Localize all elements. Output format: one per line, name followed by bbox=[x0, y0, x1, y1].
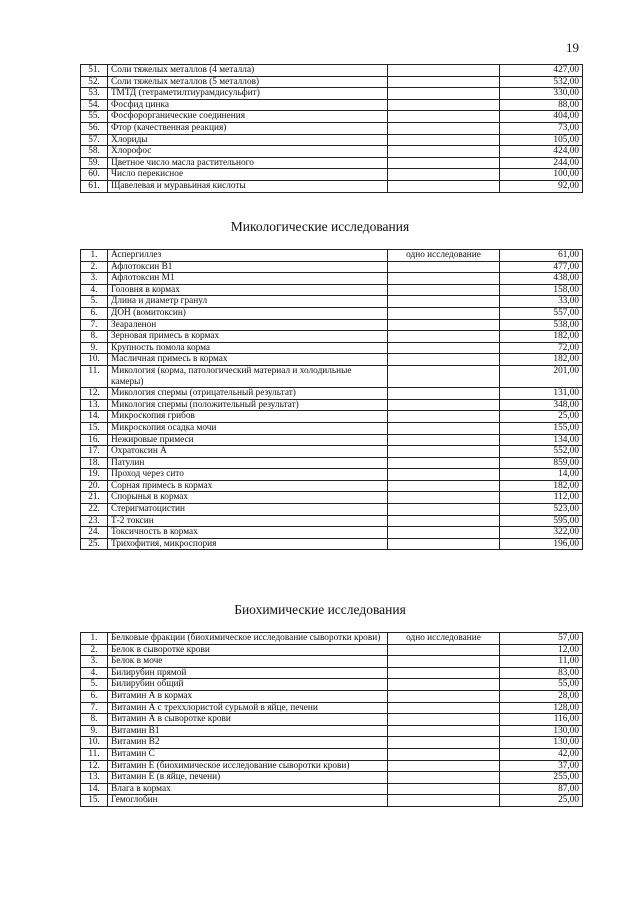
row-number: 17. bbox=[81, 446, 108, 458]
service-name: Крупность помола корма bbox=[108, 342, 388, 354]
service-name: Витамин А в кормах bbox=[108, 690, 388, 702]
row-number: 61. bbox=[81, 180, 108, 192]
service-name: Микология спермы (положительный результат) bbox=[108, 399, 388, 411]
row-number: 3. bbox=[81, 656, 108, 668]
price-table-biochemistry bbox=[80, 632, 583, 807]
row-number: 60. bbox=[81, 169, 108, 181]
row-number: 14. bbox=[81, 411, 108, 423]
row-number: 22. bbox=[81, 504, 108, 516]
table-row bbox=[81, 538, 583, 550]
table-row bbox=[81, 480, 583, 492]
table-row bbox=[81, 795, 583, 807]
row-number: 54. bbox=[81, 99, 108, 111]
unit-of-measure bbox=[388, 111, 500, 123]
price-value: 427,00 bbox=[500, 65, 583, 77]
row-number: 1. bbox=[81, 633, 108, 645]
price-value: 73,00 bbox=[500, 122, 583, 134]
row-number: 8. bbox=[81, 331, 108, 343]
row-number: 9. bbox=[81, 342, 108, 354]
price-value: 42,00 bbox=[500, 748, 583, 760]
service-name: Сорная примесь в кормах bbox=[108, 480, 388, 492]
price-value: 61,00 bbox=[500, 250, 583, 262]
service-name: Витамин В1 bbox=[108, 725, 388, 737]
service-name: Патулин bbox=[108, 457, 388, 469]
service-name: Фосфид цинка bbox=[108, 99, 388, 111]
row-number: 4. bbox=[81, 284, 108, 296]
service-name: Зеараленон bbox=[108, 319, 388, 331]
unit-of-measure bbox=[388, 783, 500, 795]
unit-of-measure bbox=[388, 772, 500, 784]
row-number: 19. bbox=[81, 469, 108, 481]
price-value: 83,00 bbox=[500, 667, 583, 679]
row-number: 12. bbox=[81, 760, 108, 772]
price-value: 11,00 bbox=[500, 656, 583, 668]
row-number: 12. bbox=[81, 388, 108, 400]
table-row bbox=[81, 273, 583, 285]
table-row bbox=[81, 748, 583, 760]
unit-of-measure bbox=[388, 88, 500, 100]
service-name: Витамин С bbox=[108, 748, 388, 760]
price-value: 128,00 bbox=[500, 702, 583, 714]
table-row bbox=[81, 180, 583, 192]
row-number: 3. bbox=[81, 273, 108, 285]
service-name: Фтор (качественная реакция) bbox=[108, 122, 388, 134]
table-row bbox=[81, 388, 583, 400]
price-value: 424,00 bbox=[500, 146, 583, 158]
table-row bbox=[81, 679, 583, 691]
service-name: Нежировые примеси bbox=[108, 434, 388, 446]
unit-of-measure bbox=[388, 644, 500, 656]
row-number: 7. bbox=[81, 319, 108, 331]
row-number: 2. bbox=[81, 261, 108, 273]
unit-of-measure bbox=[388, 122, 500, 134]
unit-of-measure bbox=[388, 180, 500, 192]
table-row bbox=[81, 65, 583, 77]
unit-of-measure bbox=[388, 157, 500, 169]
table-row bbox=[81, 169, 583, 181]
price-value: 322,00 bbox=[500, 527, 583, 539]
table-row bbox=[81, 469, 583, 481]
service-name: Головня в кормах bbox=[108, 284, 388, 296]
table-row bbox=[81, 690, 583, 702]
unit-of-measure bbox=[388, 411, 500, 423]
price-value: 55,00 bbox=[500, 679, 583, 691]
price-value: 330,00 bbox=[500, 88, 583, 100]
table-row bbox=[81, 702, 583, 714]
unit-of-measure bbox=[388, 422, 500, 434]
row-number: 16. bbox=[81, 434, 108, 446]
row-number: 11. bbox=[81, 365, 108, 387]
unit-of-measure bbox=[388, 399, 500, 411]
unit-of-measure bbox=[388, 748, 500, 760]
price-value: 196,00 bbox=[500, 538, 583, 550]
row-number: 13. bbox=[81, 772, 108, 784]
service-name: Проход через сито bbox=[108, 469, 388, 481]
service-name: Трихофития, микроспория bbox=[108, 538, 388, 550]
price-value: 155,00 bbox=[500, 422, 583, 434]
service-name: Аспергиллез bbox=[108, 250, 388, 262]
service-name: Токсичность в кормах bbox=[108, 527, 388, 539]
row-number: 21. bbox=[81, 492, 108, 504]
row-number: 10. bbox=[81, 737, 108, 749]
price-value: 201,00 bbox=[500, 365, 583, 387]
service-name: Щавелевая и муравьиная кислоты bbox=[108, 180, 388, 192]
table-row bbox=[81, 737, 583, 749]
table-row bbox=[81, 296, 583, 308]
price-value: 25,00 bbox=[500, 795, 583, 807]
row-number: 9. bbox=[81, 725, 108, 737]
unit-of-measure bbox=[388, 65, 500, 77]
service-name: Влага в кормах bbox=[108, 783, 388, 795]
price-value: 28,00 bbox=[500, 690, 583, 702]
price-value: 130,00 bbox=[500, 737, 583, 749]
service-name: Соли тяжелых металлов (5 металлов) bbox=[108, 76, 388, 88]
price-value: 552,00 bbox=[500, 446, 583, 458]
service-name: Т-2 токсин bbox=[108, 515, 388, 527]
row-number: 2. bbox=[81, 644, 108, 656]
service-name: Витамин Е (в яйце, печени) bbox=[108, 772, 388, 784]
row-number: 25. bbox=[81, 538, 108, 550]
price-value: 255,00 bbox=[500, 772, 583, 784]
row-number: 24. bbox=[81, 527, 108, 539]
row-number: 5. bbox=[81, 679, 108, 691]
row-number: 53. bbox=[81, 88, 108, 100]
row-number: 7. bbox=[81, 702, 108, 714]
unit-of-measure bbox=[388, 307, 500, 319]
price-value: 523,00 bbox=[500, 504, 583, 516]
table-row bbox=[81, 331, 583, 343]
unit-of-measure bbox=[388, 737, 500, 749]
table-row bbox=[81, 342, 583, 354]
section-title-biochemistry: Биохимические исследования bbox=[234, 602, 406, 617]
table-row bbox=[81, 88, 583, 100]
service-name: Афлотоксин В1 bbox=[108, 261, 388, 273]
table-row bbox=[81, 644, 583, 656]
table-row bbox=[81, 772, 583, 784]
table-row bbox=[81, 667, 583, 679]
table-row bbox=[81, 411, 583, 423]
service-name: Микроскопия осадка мочи bbox=[108, 422, 388, 434]
price-value: 477,00 bbox=[500, 261, 583, 273]
table-row bbox=[81, 515, 583, 527]
price-value: 244,00 bbox=[500, 157, 583, 169]
row-number: 6. bbox=[81, 307, 108, 319]
service-name: Число перекисное bbox=[108, 169, 388, 181]
row-number: 18. bbox=[81, 457, 108, 469]
service-name: Соли тяжелых металлов (4 металла) bbox=[108, 65, 388, 77]
service-name: Хлориды bbox=[108, 134, 388, 146]
row-number: 55. bbox=[81, 111, 108, 123]
unit-of-measure bbox=[388, 538, 500, 550]
unit-of-measure bbox=[388, 434, 500, 446]
table-row bbox=[81, 157, 583, 169]
price-value: 87,00 bbox=[500, 783, 583, 795]
price-value: 404,00 bbox=[500, 111, 583, 123]
unit-of-measure bbox=[388, 504, 500, 516]
price-table-mycology bbox=[80, 249, 583, 550]
table-row bbox=[81, 760, 583, 772]
row-number: 6. bbox=[81, 690, 108, 702]
unit-of-measure bbox=[388, 690, 500, 702]
service-name: Зерновая примесь в кормах bbox=[108, 331, 388, 343]
unit-of-measure bbox=[388, 457, 500, 469]
unit-of-measure: одно исследование bbox=[388, 250, 500, 262]
unit-of-measure bbox=[388, 273, 500, 285]
table-row bbox=[81, 504, 583, 516]
service-name: Афлотоксин М1 bbox=[108, 273, 388, 285]
unit-of-measure bbox=[388, 134, 500, 146]
price-value: 859,00 bbox=[500, 457, 583, 469]
service-name: Микология спермы (отрицательный результат) bbox=[108, 388, 388, 400]
table-row bbox=[81, 122, 583, 134]
unit-of-measure bbox=[388, 76, 500, 88]
price-table-general bbox=[80, 64, 583, 193]
unit-of-measure bbox=[388, 527, 500, 539]
service-name: Витамин Е (биохимическое исследование сыворотки крови) bbox=[108, 760, 388, 772]
service-name: ДОН (вомитоксин) bbox=[108, 307, 388, 319]
table-row bbox=[81, 261, 583, 273]
price-value: 92,00 bbox=[500, 180, 583, 192]
price-value: 182,00 bbox=[500, 354, 583, 366]
row-number: 59. bbox=[81, 157, 108, 169]
price-value: 182,00 bbox=[500, 480, 583, 492]
table-row bbox=[81, 446, 583, 458]
service-name: Билирубин общий bbox=[108, 679, 388, 691]
unit-of-measure bbox=[388, 702, 500, 714]
price-value: 100,00 bbox=[500, 169, 583, 181]
service-name: Спорынья в кормах bbox=[108, 492, 388, 504]
unit-of-measure bbox=[388, 795, 500, 807]
page-number: 19 bbox=[566, 40, 579, 55]
unit-of-measure bbox=[388, 760, 500, 772]
price-value: 25,00 bbox=[500, 411, 583, 423]
table-row bbox=[81, 250, 583, 262]
price-value: 438,00 bbox=[500, 273, 583, 285]
service-name: Витамин В2 bbox=[108, 737, 388, 749]
unit-of-measure bbox=[388, 284, 500, 296]
service-name: Витамин А в сыворотке крови bbox=[108, 714, 388, 726]
service-name: Билирубин прямой bbox=[108, 667, 388, 679]
price-value: 595,00 bbox=[500, 515, 583, 527]
table-row bbox=[81, 319, 583, 331]
row-number: 4. bbox=[81, 667, 108, 679]
price-value: 33,00 bbox=[500, 296, 583, 308]
price-value: 14,00 bbox=[500, 469, 583, 481]
table-row bbox=[81, 633, 583, 645]
price-value: 538,00 bbox=[500, 319, 583, 331]
unit-of-measure bbox=[388, 480, 500, 492]
table-row bbox=[81, 527, 583, 539]
price-value: 116,00 bbox=[500, 714, 583, 726]
service-name: Белок в сыворотке крови bbox=[108, 644, 388, 656]
price-value: 348,00 bbox=[500, 399, 583, 411]
price-value: 131,00 bbox=[500, 388, 583, 400]
service-name: Фосфорорганические соединения bbox=[108, 111, 388, 123]
unit-of-measure bbox=[388, 679, 500, 691]
unit-of-measure bbox=[388, 99, 500, 111]
service-name: ТМТД (тетраметилтиурамдисульфит) bbox=[108, 88, 388, 100]
row-number: 11. bbox=[81, 748, 108, 760]
unit-of-measure bbox=[388, 342, 500, 354]
unit-of-measure bbox=[388, 365, 500, 387]
section-title-mycology: Микологические исследования bbox=[230, 219, 410, 234]
row-number: 57. bbox=[81, 134, 108, 146]
row-number: 13. bbox=[81, 399, 108, 411]
price-value: 88,00 bbox=[500, 99, 583, 111]
row-number: 5. bbox=[81, 296, 108, 308]
table-row bbox=[81, 434, 583, 446]
table-row bbox=[81, 656, 583, 668]
unit-of-measure bbox=[388, 169, 500, 181]
row-number: 14. bbox=[81, 783, 108, 795]
row-number: 51. bbox=[81, 65, 108, 77]
service-name: Стеригматоцистин bbox=[108, 504, 388, 516]
unit-of-measure bbox=[388, 515, 500, 527]
price-value: 12,00 bbox=[500, 644, 583, 656]
unit-of-measure bbox=[388, 354, 500, 366]
table-row bbox=[81, 399, 583, 411]
row-number: 15. bbox=[81, 422, 108, 434]
table-row bbox=[81, 134, 583, 146]
table-row bbox=[81, 307, 583, 319]
row-number: 15. bbox=[81, 795, 108, 807]
unit-of-measure bbox=[388, 492, 500, 504]
table-row bbox=[81, 725, 583, 737]
service-name: Охратоксин А bbox=[108, 446, 388, 458]
table-row bbox=[81, 783, 583, 795]
row-number: 52. bbox=[81, 76, 108, 88]
unit-of-measure bbox=[388, 714, 500, 726]
service-name: Хлорофос bbox=[108, 146, 388, 158]
row-number: 58. bbox=[81, 146, 108, 158]
row-number: 23. bbox=[81, 515, 108, 527]
service-name: Витамин А с треххлористой сурьмой в яйце, печени bbox=[108, 702, 388, 714]
table-row bbox=[81, 146, 583, 158]
row-number: 1. bbox=[81, 250, 108, 262]
service-name: Микология (корма, патологический материал и холодильные камеры) bbox=[108, 365, 388, 387]
table-row bbox=[81, 492, 583, 504]
price-value: 37,00 bbox=[500, 760, 583, 772]
service-name: Гемоглобин bbox=[108, 795, 388, 807]
unit-of-measure bbox=[388, 469, 500, 481]
unit-of-measure bbox=[388, 296, 500, 308]
table-row bbox=[81, 354, 583, 366]
price-value: 158,00 bbox=[500, 284, 583, 296]
price-value: 72,00 bbox=[500, 342, 583, 354]
price-value: 112,00 bbox=[500, 492, 583, 504]
row-number: 8. bbox=[81, 714, 108, 726]
price-value: 130,00 bbox=[500, 725, 583, 737]
price-value: 57,00 bbox=[500, 633, 583, 645]
price-value: 182,00 bbox=[500, 331, 583, 343]
table-row bbox=[81, 422, 583, 434]
unit-of-measure bbox=[388, 146, 500, 158]
unit-of-measure bbox=[388, 656, 500, 668]
unit-of-measure bbox=[388, 725, 500, 737]
price-value: 105,00 bbox=[500, 134, 583, 146]
row-number: 10. bbox=[81, 354, 108, 366]
table-row bbox=[81, 76, 583, 88]
unit-of-measure bbox=[388, 331, 500, 343]
service-name: Цветное число масла растительного bbox=[108, 157, 388, 169]
service-name: Масличная примесь в кормах bbox=[108, 354, 388, 366]
row-number: 56. bbox=[81, 122, 108, 134]
unit-of-measure: одно исследование bbox=[388, 633, 500, 645]
price-value: 557,00 bbox=[500, 307, 583, 319]
table-row bbox=[81, 457, 583, 469]
price-value: 134,00 bbox=[500, 434, 583, 446]
table-row bbox=[81, 284, 583, 296]
service-name: Микроскопия грибов bbox=[108, 411, 388, 423]
price-value: 532,00 bbox=[500, 76, 583, 88]
unit-of-measure bbox=[388, 446, 500, 458]
unit-of-measure bbox=[388, 388, 500, 400]
service-name: Длина и диаметр гранул bbox=[108, 296, 388, 308]
table-row bbox=[81, 365, 583, 387]
service-name: Белок в моче bbox=[108, 656, 388, 668]
unit-of-measure bbox=[388, 319, 500, 331]
table-row bbox=[81, 714, 583, 726]
table-row bbox=[81, 111, 583, 123]
table-row bbox=[81, 99, 583, 111]
row-number: 20. bbox=[81, 480, 108, 492]
unit-of-measure bbox=[388, 667, 500, 679]
service-name: Белковые фракции (биохимическое исследование сыворотки крови) bbox=[108, 633, 388, 645]
unit-of-measure bbox=[388, 261, 500, 273]
